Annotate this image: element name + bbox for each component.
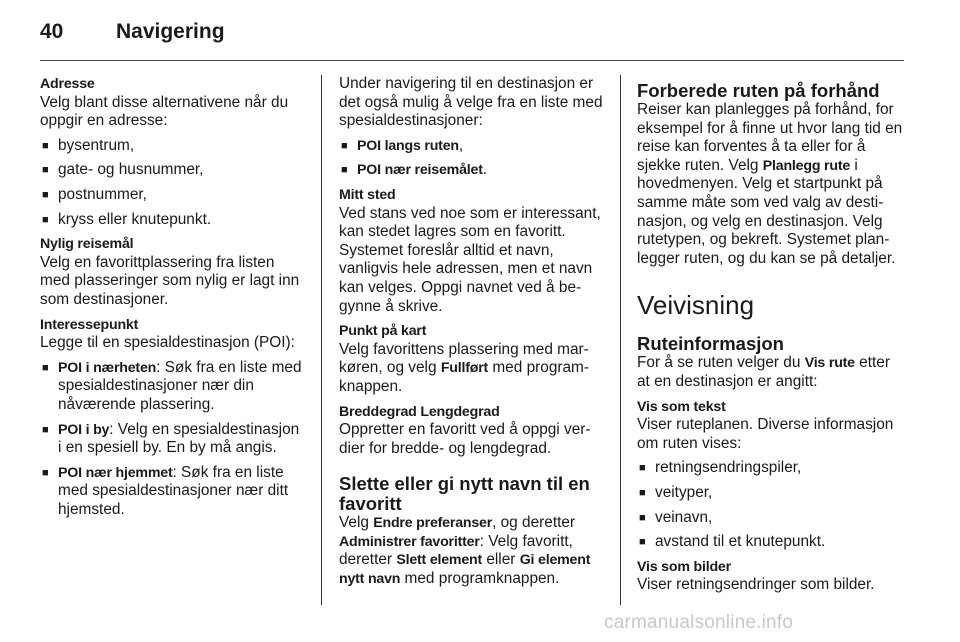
list-item: ■ gate- og husnummer, — [40, 161, 306, 180]
list-item: ■ avstand til et knutepunkt. — [637, 533, 907, 552]
text-run: Reiser kan planlegges på forhånd, for eksempel for å finne ut hvor lang tid en reise kan forventes å ta eller for å sjekke ruten. Velg — [637, 101, 903, 174]
subheading-ruteinformasjon: Ruteinformasjon — [637, 333, 784, 355]
page-number: 40 — [40, 20, 64, 43]
bold-run: Planlegg rute — [762, 157, 851, 174]
subheading-slette: Slette eller gi nytt navn til en favoritt — [339, 473, 590, 515]
list-item — [339, 137, 605, 156]
section-text-vis-som-bilder: Viser retningsendringer som bilder. — [637, 576, 875, 594]
bold-run: Vis rute — [804, 355, 855, 372]
section-text-breddegrad: Oppretter en favoritt ved å oppgi verdier for bredde- og lengdegrad. — [339, 421, 591, 457]
route-info-list — [637, 459, 907, 551]
item-text: , — [458, 136, 464, 154]
section-text-nylig: Velg en favorittplassering fra listen med plasseringer som nylig er lagt inn som destinasjoner. — [40, 253, 300, 308]
item-text: : Søk fra en liste med spesialdestinasjoner nær ditt hjemsted. — [58, 463, 289, 518]
section-title-mitt-sted: Mitt sted — [339, 186, 396, 203]
page-header — [0, 0, 960, 62]
text-run: eller — [482, 551, 520, 569]
text-run: med programknappen. — [339, 359, 590, 395]
item-label: POI nær reisemålet — [357, 162, 483, 179]
text-run: For å se ruten velger du — [637, 354, 805, 372]
bold-run: Endre preferanser — [373, 515, 493, 532]
list-item — [40, 464, 306, 520]
section-title-punkt-pa-kart: Punkt på kart — [339, 323, 427, 340]
list-item — [339, 161, 605, 180]
item-label: POI nær hjemmet — [58, 464, 173, 481]
bold-run: Slett element — [396, 552, 483, 569]
page-title: Navigering — [116, 20, 225, 43]
section-title-adresse: Adresse — [40, 76, 95, 92]
column-3 — [637, 75, 907, 595]
item-label: POI langs ruten — [357, 137, 459, 154]
watermark: carmanualsonline.info — [604, 612, 794, 633]
section-text-mitt-sted: Ved stans ved noe som er interessant, kan stedet lagres som en favoritt. Systemet foreslår alltid et navn, vanligvis hele adressen, men et navn kan velges. Oppgi navnet ved å begynne å skrive. — [339, 204, 601, 315]
column-1 — [40, 75, 306, 519]
section-title-breddegrad: Breddegrad Lengdegrad — [339, 403, 500, 420]
heading-veivisning: Veivisning — [637, 290, 755, 321]
bold-run: Gi element nytt navn — [339, 552, 591, 588]
item-label: POI i by — [58, 421, 110, 438]
list-item: ■ veityper, — [637, 484, 907, 503]
text-run: : Velg favoritt, deretter — [339, 532, 573, 569]
text-run: i hovedmenyen. Velg et startpunkt på samme måte som ved valg av destinasjon, og velg en destinasjon. Velg rutetypen, og bekreft. Systemet planlegger ruten, og du kan se på detaljer. — [637, 156, 896, 267]
subheading-forberede: Forberede ruten på forhånd — [637, 80, 880, 101]
list-item: ■ bysentrum, — [40, 137, 306, 156]
section-title-nylig: Nylig reisemål — [40, 236, 134, 253]
list-item: ■ veinavn, — [637, 509, 907, 528]
text-run: Velg favorittens plassering med markøren, og velg — [339, 340, 589, 377]
poi-route-list — [339, 137, 605, 180]
section-text-adresse: Velg blant disse alternativene når du oppgir en adresse: — [40, 93, 289, 130]
list-item: ■ kryss eller knutepunkt. — [40, 211, 306, 230]
list-item — [40, 421, 306, 458]
text-run: med programknappen. — [400, 570, 560, 588]
section-text-interessepunkt: Legge til en spesialdestinasjon (POI): — [40, 334, 295, 352]
column-divider-2 — [620, 75, 621, 605]
item-text: : Søk fra en liste med spesialdestinasjoner nær din nåværende plassering. — [58, 358, 302, 413]
section-text-forberede — [637, 101, 907, 268]
column-2 — [339, 75, 605, 589]
section-text-slette — [339, 514, 605, 588]
text-run: Velg — [339, 514, 374, 532]
item-label: POI i nærheten — [58, 359, 157, 376]
section-text-vis-som-tekst: Viser ruteplanen. Diverse informasjon om ruten vises: — [637, 416, 894, 452]
section-text-intro: Under navigering til en destinasjon er det også mulig å velge fra en liste med spesialdestinasjoner: — [339, 75, 603, 130]
text-run: etter at en destinasjon er angitt: — [637, 354, 890, 390]
section-text-punkt-pa-kart — [339, 341, 605, 397]
list-item — [40, 359, 306, 415]
section-text-ruteinformasjon — [637, 354, 907, 391]
section-title-vis-som-bilder: Vis som bilder — [637, 558, 731, 575]
section-title-vis-som-tekst: Vis som tekst — [637, 398, 726, 415]
text-run: , og deretter — [492, 514, 576, 532]
bold-run: Fullført — [440, 360, 489, 377]
list-item: ■ retningsendringspiler, — [637, 459, 907, 478]
column-divider-1 — [321, 75, 322, 605]
section-title-interessepunkt: Interessepunkt — [40, 316, 139, 333]
poi-list — [40, 359, 306, 520]
item-text: . — [482, 161, 488, 179]
item-text: : Velg en spesialdestinasjon i en spesiell by. En by må angis. — [58, 420, 300, 457]
bold-run: Administrer favoritter — [339, 533, 480, 550]
list-item: ■ postnummer, — [40, 186, 306, 205]
header-rule — [40, 60, 904, 61]
adresse-list — [40, 137, 306, 229]
